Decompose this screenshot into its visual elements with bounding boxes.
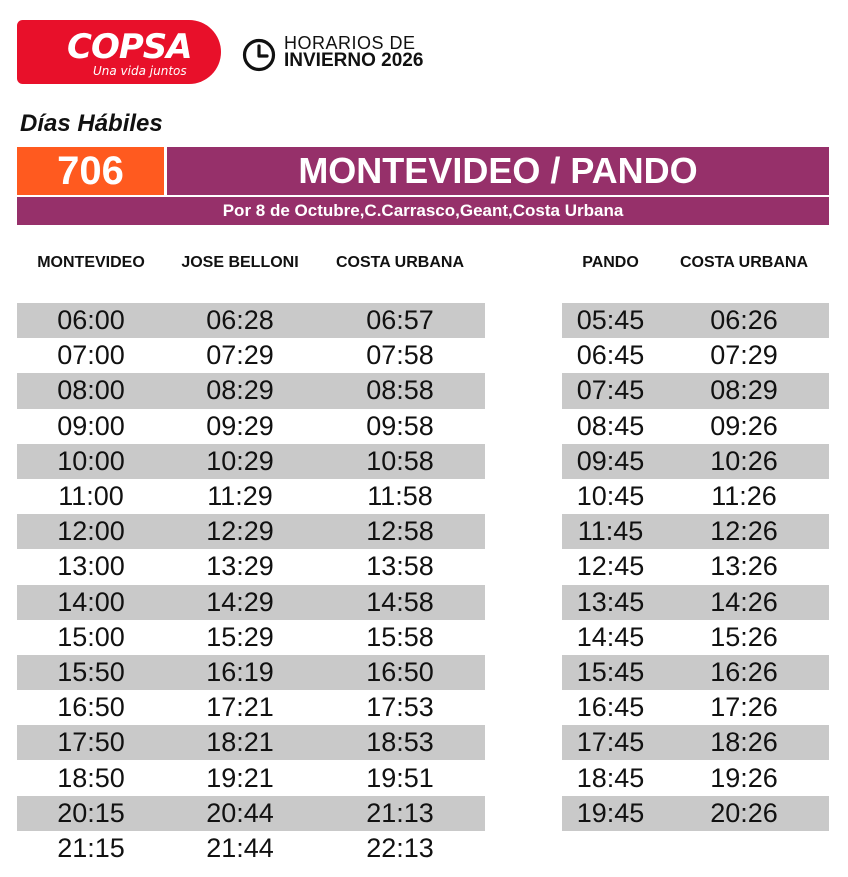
time-cell: 11:00 xyxy=(58,481,124,512)
logo-wordmark: COPSA xyxy=(67,27,192,67)
time-cell: 19:26 xyxy=(710,762,778,793)
time-cell: 09:26 xyxy=(710,410,778,441)
time-cell: 14:29 xyxy=(206,586,274,617)
table-row xyxy=(562,690,829,725)
season-label xyxy=(284,34,423,70)
time-cell: 12:26 xyxy=(710,516,778,547)
time-cell: 07:29 xyxy=(710,340,778,371)
time-cell: 15:45 xyxy=(576,656,645,687)
time-cell: 19:45 xyxy=(576,797,645,828)
time-cell: 20:15 xyxy=(57,797,125,828)
pando-montevideo-timetable xyxy=(562,303,829,831)
col-header-costa-urbana-out: COSTA URBANA xyxy=(336,254,464,271)
table-row xyxy=(562,585,829,620)
col-header-montevideo: MONTEVIDEO xyxy=(37,254,145,271)
time-cell: 09:00 xyxy=(57,410,125,441)
time-cell: 09:29 xyxy=(206,410,274,441)
table-row xyxy=(17,585,485,620)
table-row xyxy=(562,655,829,690)
time-cell: 16:50 xyxy=(366,656,434,687)
time-cell: 11:29 xyxy=(207,481,273,512)
table-row xyxy=(17,338,485,373)
table-row xyxy=(562,620,829,655)
table-row xyxy=(562,409,829,444)
time-cell: 15:26 xyxy=(710,621,778,652)
clock-icon xyxy=(242,38,276,72)
table-row xyxy=(17,549,485,584)
table-row xyxy=(17,409,485,444)
table-row xyxy=(562,373,829,408)
time-cell: 20:26 xyxy=(710,797,778,828)
time-cell: 21:44 xyxy=(206,832,274,863)
copsa-logo xyxy=(17,20,221,84)
table-row xyxy=(17,690,485,725)
table-row xyxy=(562,479,829,514)
table-row xyxy=(17,796,485,831)
time-cell: 19:51 xyxy=(366,762,434,793)
time-cell: 09:58 xyxy=(366,410,434,441)
time-cell: 11:26 xyxy=(711,481,777,512)
time-cell: 06:00 xyxy=(57,305,125,336)
col-header-jose-belloni: JOSE BELLONI xyxy=(181,254,299,271)
time-cell: 11:45 xyxy=(577,516,644,547)
table-row xyxy=(562,303,829,338)
route-name: MONTEVIDEO / PANDO xyxy=(167,147,829,195)
time-cell: 07:29 xyxy=(206,340,274,371)
table-row xyxy=(17,725,485,760)
time-cell: 08:29 xyxy=(206,375,274,406)
time-cell: 21:13 xyxy=(366,797,434,828)
time-cell: 22:13 xyxy=(366,832,434,863)
time-cell: 10:26 xyxy=(710,445,778,476)
table-row xyxy=(17,444,485,479)
logo-tagline: Una vida juntos xyxy=(93,64,187,78)
time-cell: 06:28 xyxy=(206,305,274,336)
table-row xyxy=(562,338,829,373)
time-cell: 16:26 xyxy=(710,656,778,687)
time-cell: 14:26 xyxy=(710,586,778,617)
table-row xyxy=(17,831,485,866)
time-cell: 18:53 xyxy=(366,727,434,758)
time-cell: 15:29 xyxy=(206,621,274,652)
time-cell: 07:00 xyxy=(57,340,125,371)
time-cell: 06:57 xyxy=(366,305,434,336)
time-cell: 20:44 xyxy=(206,797,274,828)
time-cell: 13:00 xyxy=(57,551,125,582)
time-cell: 06:45 xyxy=(576,340,645,371)
time-cell: 10:29 xyxy=(206,445,274,476)
table-row xyxy=(562,725,829,760)
time-cell: 18:50 xyxy=(57,762,125,793)
table-row xyxy=(562,514,829,549)
time-cell: 15:58 xyxy=(366,621,434,652)
time-cell: 13:45 xyxy=(576,586,645,617)
time-cell: 18:26 xyxy=(710,727,778,758)
time-cell: 13:29 xyxy=(206,551,274,582)
route-number: 706 xyxy=(17,147,164,195)
time-cell: 16:50 xyxy=(57,692,125,723)
time-cell: 08:58 xyxy=(366,375,434,406)
table-row xyxy=(562,444,829,479)
time-cell: 07:58 xyxy=(366,340,434,371)
time-cell: 17:26 xyxy=(710,692,778,723)
time-cell: 07:45 xyxy=(576,375,645,406)
col-header-costa-urbana-in: COSTA URBANA xyxy=(680,254,808,271)
time-cell: 16:19 xyxy=(206,656,274,687)
time-cell: 09:45 xyxy=(576,445,645,476)
time-cell: 06:26 xyxy=(710,305,778,336)
table-row xyxy=(17,655,485,690)
time-cell: 18:21 xyxy=(206,727,274,758)
table-row xyxy=(17,303,485,338)
time-cell: 18:45 xyxy=(576,762,645,793)
time-cell: 08:45 xyxy=(576,410,645,441)
time-cell: 17:53 xyxy=(366,692,434,723)
route-via: Por 8 de Octubre,C.Carrasco,Geant,Costa Urbana xyxy=(17,197,829,225)
season-line-2: INVIERNO 2026 xyxy=(284,50,424,71)
montevideo-pando-timetable xyxy=(17,303,485,866)
table-row xyxy=(562,760,829,795)
time-cell: 17:50 xyxy=(57,727,125,758)
table-row xyxy=(17,514,485,549)
season-line-1: HORARIOS DE xyxy=(284,33,416,53)
table-row xyxy=(17,620,485,655)
time-cell: 10:45 xyxy=(576,481,645,512)
time-cell: 12:45 xyxy=(576,551,645,582)
time-cell: 17:45 xyxy=(576,727,645,758)
time-cell: 12:29 xyxy=(206,516,274,547)
time-cell: 05:45 xyxy=(576,305,645,336)
table-row xyxy=(17,760,485,795)
time-cell: 13:26 xyxy=(710,551,778,582)
time-cell: 10:58 xyxy=(366,445,434,476)
table-row xyxy=(17,373,485,408)
time-cell: 11:58 xyxy=(367,481,433,512)
time-cell: 21:15 xyxy=(57,832,125,863)
time-cell: 14:45 xyxy=(576,621,645,652)
time-cell: 16:45 xyxy=(576,692,645,723)
time-cell: 14:58 xyxy=(366,586,434,617)
time-cell: 08:29 xyxy=(710,375,778,406)
time-cell: 15:50 xyxy=(57,656,125,687)
time-cell: 10:00 xyxy=(57,445,125,476)
time-cell: 12:00 xyxy=(57,516,125,547)
time-cell: 14:00 xyxy=(57,586,125,617)
table-row xyxy=(562,796,829,831)
time-cell: 15:00 xyxy=(57,621,125,652)
time-cell: 13:58 xyxy=(366,551,434,582)
time-cell: 12:58 xyxy=(366,516,434,547)
table-row xyxy=(17,479,485,514)
time-cell: 17:21 xyxy=(206,692,274,723)
day-type-heading: Días Hábiles xyxy=(20,110,163,137)
table-row xyxy=(562,549,829,584)
time-cell: 19:21 xyxy=(206,762,274,793)
col-header-pando: PANDO xyxy=(582,254,639,271)
time-cell: 08:00 xyxy=(57,375,125,406)
